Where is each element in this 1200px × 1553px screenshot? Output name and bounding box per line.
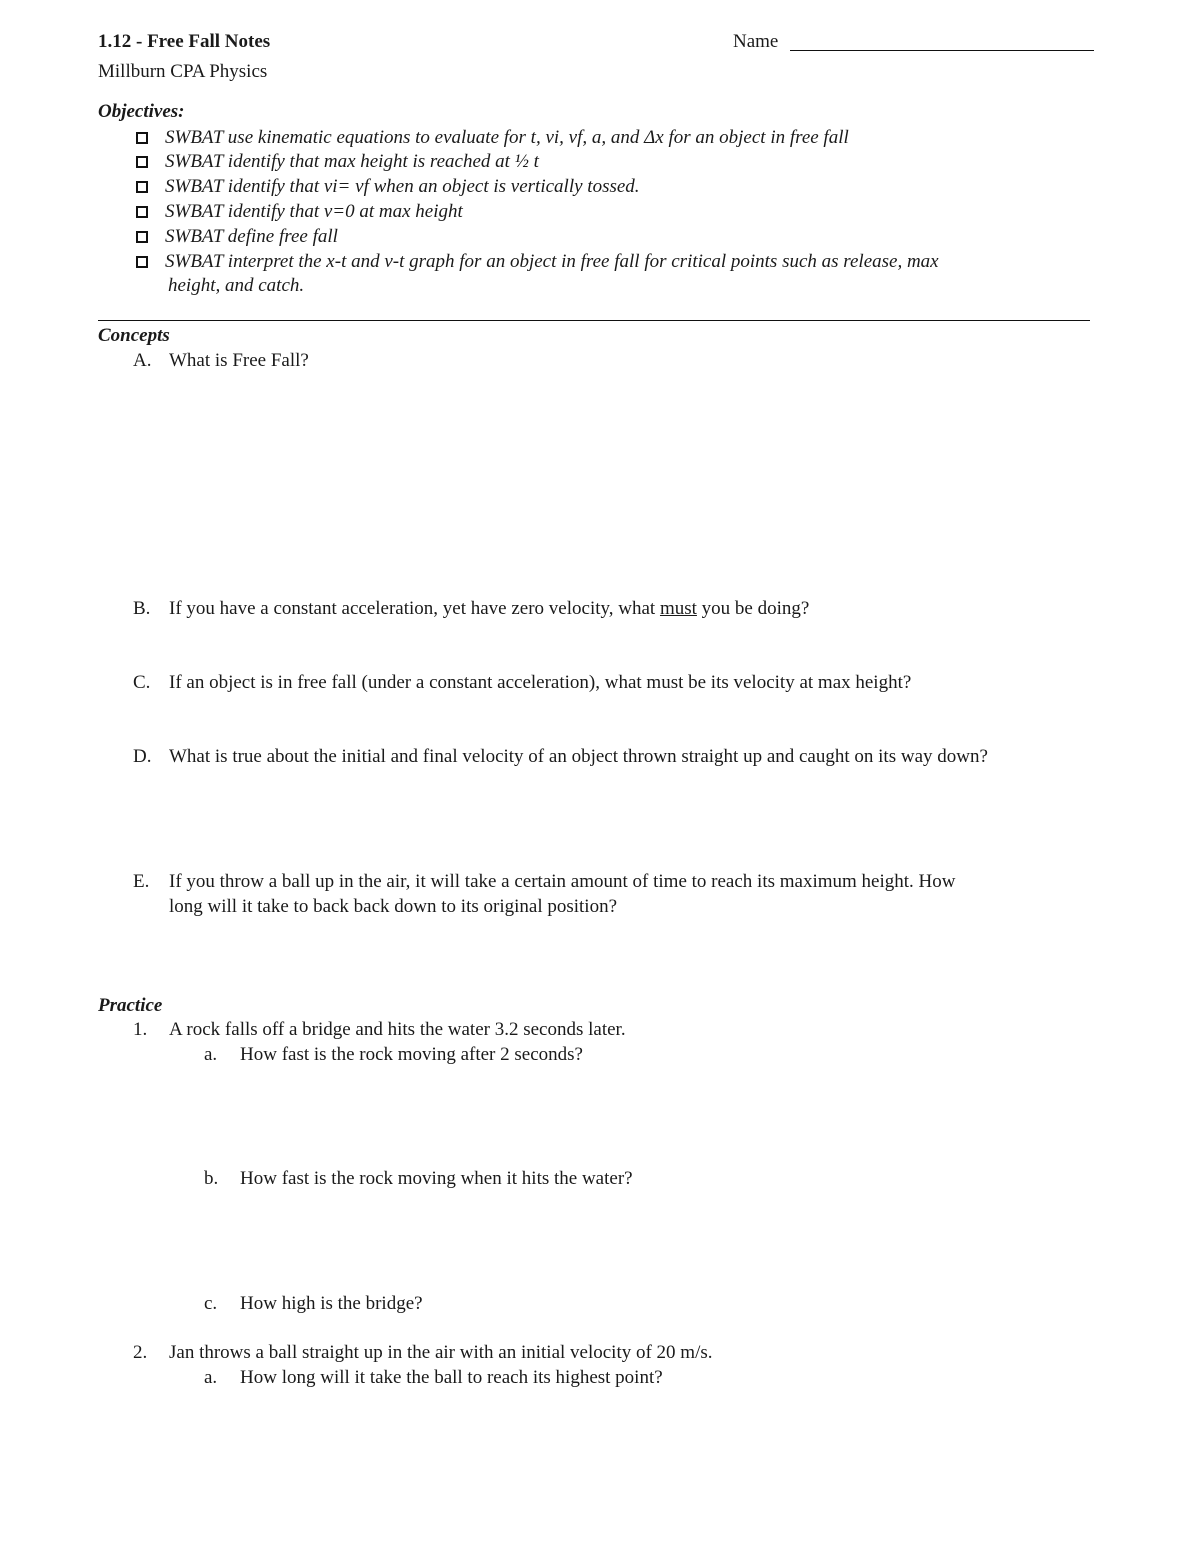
- checkbox-icon[interactable]: [136, 181, 148, 193]
- problem-marker: 1.: [133, 1019, 148, 1040]
- concept-question-text: If you have a constant acceleration, yet have zero velocity, what: [169, 598, 660, 619]
- page-subtitle: Millburn CPA Physics: [98, 61, 268, 82]
- checkbox-icon[interactable]: [136, 132, 148, 144]
- objective-text: SWBAT identify that v=0 at max height: [165, 201, 463, 222]
- concept-question-text: you be doing?: [696, 598, 810, 619]
- objective-item: [136, 225, 338, 249]
- concept-question: [169, 597, 809, 621]
- objectives-heading: Objectives:: [98, 101, 185, 122]
- objective-text-continued: height, and catch.: [168, 275, 305, 296]
- section-divider: [98, 320, 1090, 321]
- concept-question: What is Free Fall?: [169, 350, 309, 371]
- subpart-question: How fast is the rock moving when it hits the water?: [240, 1168, 633, 1189]
- concepts-heading: Concepts: [98, 325, 170, 346]
- problem-marker: 2.: [133, 1342, 148, 1363]
- concept-question: If you throw a ball up in the air, it will take a certain amount of time to reach its maximum height. How: [169, 871, 956, 892]
- subpart-marker: a.: [204, 1044, 218, 1065]
- concept-marker: C.: [133, 672, 151, 693]
- subpart-question: How long will it take the ball to reach its highest point?: [240, 1367, 663, 1388]
- checkbox-icon[interactable]: [136, 256, 148, 268]
- concept-marker: A.: [133, 350, 152, 371]
- objective-text: SWBAT interpret the x-t and v-t graph for an object in free fall for critical points such as release, max: [165, 251, 939, 272]
- subpart-marker: a.: [204, 1367, 218, 1388]
- problem-text: A rock falls off a bridge and hits the water 3.2 seconds later.: [169, 1019, 626, 1040]
- concept-marker: E.: [133, 871, 150, 892]
- concept-question-continued: long will it take to back back down to its original position?: [169, 896, 618, 917]
- objective-item: [136, 200, 463, 224]
- objective-item: [136, 250, 939, 274]
- page-title: 1.12 - Free Fall Notes: [98, 31, 271, 52]
- concept-marker: D.: [133, 746, 152, 767]
- objective-text: SWBAT identify that max height is reached at ½ t: [165, 151, 539, 172]
- subpart-marker: c.: [204, 1293, 218, 1314]
- objective-item: [136, 175, 640, 199]
- checkbox-icon[interactable]: [136, 231, 148, 243]
- name-blank-line[interactable]: [790, 50, 1094, 51]
- subpart-question: How high is the bridge?: [240, 1293, 423, 1314]
- objective-item: [136, 126, 849, 150]
- objective-text: SWBAT define free fall: [165, 226, 338, 247]
- objective-text: SWBAT use kinematic equations to evaluate for t, vi, vf, a, and Δx for an object in free fall: [165, 127, 849, 148]
- checkbox-icon[interactable]: [136, 156, 148, 168]
- concept-question: What is true about the initial and final velocity of an object thrown straight up and caught on its way down?: [169, 746, 988, 767]
- checkbox-icon[interactable]: [136, 206, 148, 218]
- concept-question: If an object is in free fall (under a constant acceleration), what must be its velocity at max height?: [169, 672, 912, 693]
- concept-marker: B.: [133, 598, 151, 619]
- objective-text: SWBAT identify that vi= vf when an object is vertically tossed.: [165, 176, 640, 197]
- name-label: Name: [733, 31, 779, 52]
- subpart-question: How fast is the rock moving after 2 seconds?: [240, 1044, 583, 1065]
- practice-heading: Practice: [98, 995, 163, 1016]
- subpart-marker: b.: [204, 1168, 219, 1189]
- problem-text: Jan throws a ball straight up in the air with an initial velocity of 20 m/s.: [169, 1342, 713, 1363]
- underlined-word: must: [659, 598, 697, 619]
- objective-item: [136, 150, 539, 174]
